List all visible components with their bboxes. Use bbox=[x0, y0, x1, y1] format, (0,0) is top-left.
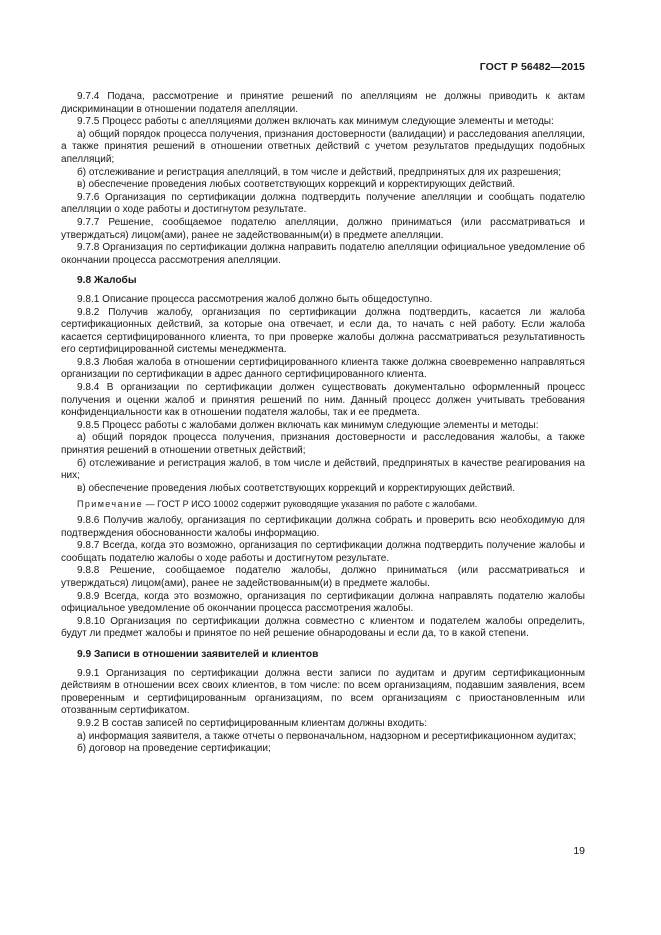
list-item-9-9-2-b: б) договор на проведение сертификации; bbox=[77, 743, 271, 755]
list-item-9-7-5-a: а) общий порядок процесса получения, признания достоверности (валидации) и расследования апелляции, а также принятия решений в отношении ответных действий с учетом результатов предыдущих подобных апелляций; bbox=[61, 128, 585, 165]
paragraph-9-8-10: 9.8.10 Организация по сертификации должна совместно с клиентом и подателем жалобы определить, будут ли предмет жалобы и принятое по ней решение обнародованы и если да, то в какой степени. bbox=[61, 615, 585, 640]
section-heading-9-9: 9.9 Записи в отношении заявителей и клиентов bbox=[77, 648, 319, 660]
paragraph-9-8-9: 9.8.9 Всегда, когда это возможно, организация по сертификации должна направлять подателю жалобы официальное уведомление об окончании процесса рассмотрения жалобы. bbox=[61, 590, 585, 615]
paragraph-9-7-7: 9.7.7 Решение, сообщаемое подателю апелляции, должно приниматься (или рассматриваться и утверждаться) лицом(ами), ранее не задействованным(и) в предмете апелляции. bbox=[61, 216, 585, 241]
note-label: Примечание bbox=[77, 499, 144, 510]
paragraph-9-7-4: 9.7.4 Подача, рассмотрение и принятие решений по апелляциям не должны приводить к актам дискриминации в отношении подателя апелляции. bbox=[61, 91, 585, 115]
page-number: 19 bbox=[573, 845, 585, 857]
paragraph-9-8-3: 9.8.3 Любая жалоба в отношении сертифицированного клиента также должна своевременно направляться организации по сертификации в адрес данного сертифицированного клиента. bbox=[61, 356, 585, 381]
list-item-9-8-5-c: в) обеспечение проведения любых соответствующих коррекций и корректирующих действий. bbox=[77, 482, 516, 494]
paragraph-9-7-6: 9.7.6 Организация по сертификации должна подтвердить получение апелляции и сообщать подателю апелляции о ходе работы и достигнутом результате. bbox=[61, 191, 585, 216]
list-item-9-8-5-a: а) общий порядок процесса получения, признания достоверности и расследования жалобы, а также принятия решений в отношении ответных действий; bbox=[61, 432, 585, 457]
note-text: — ГОСТ Р ИСО 10002 содержит руководящие указания по работе с жалобами. bbox=[143, 499, 478, 510]
paragraph-9-8-2: 9.8.2 Получив жалобу, организация по сертификации должна подтвердить, касается ли жалоба сертификационных действий, за которые она отвечает, и если да, то начать с ней работу. Если жалоба касается сертифицированного клиента, то при проверке жалобы должна рассматриваться результативность его сертифицированной системы менеджмента. bbox=[61, 306, 585, 356]
list-item-9-7-5-c: в) обеспечение проведения любых соответствующих коррекций и корректирующих действий. bbox=[77, 179, 516, 191]
paragraph-9-8-5: 9.8.5 Процесс работы с жалобами должен включать как минимум следующие элементы и методы: bbox=[77, 419, 539, 431]
document-code-header: ГОСТ Р 56482—2015 bbox=[479, 61, 585, 73]
paragraph-9-8-7: 9.8.7 Всегда, когда это возможно, организация по сертификации должна подтвердить получение жалобы и сообщать подателю жалобы о ходе работы и достигнутом результате. bbox=[61, 540, 585, 564]
paragraph-9-7-8: 9.7.8 Организация по сертификации должна направить подателю апелляции официальное уведомление об окончании процесса рассмотрения апелляции. bbox=[61, 242, 585, 266]
paragraph-9-8-6: 9.8.6 Получив жалобу, организация по сертификации должна собрать и проверить всю необходимую для подтверждения обоснованности жалобы информацию. bbox=[61, 515, 585, 539]
paragraph-9-8-4: 9.8.4 В организации по сертификации должен существовать документально оформленный процесс получения и оценки жалоб и принятия решений по ним. Данный процесс должен учитывать требования конфиденциальности как в отношении подателя жалобы, так и ее предмета. bbox=[61, 382, 585, 419]
list-item-9-9-2-a: а) информация заявителя, а также отчеты о первоначальном, надзорном и ресертификационном аудитах; bbox=[77, 730, 577, 742]
list-item-9-7-5-b: б) отслеживание и регистрация апелляций, в том числе и действий, предпринятых для их разрешения; bbox=[77, 166, 562, 178]
section-heading-9-8: 9.8 Жалобы bbox=[77, 275, 137, 287]
paragraph-9-8-8: 9.8.8 Решение, сообщаемое подателю жалобы, должно приниматься (или рассматриваться и утверждаться) лицом(ами), ранее не задействованным(и) в предмете жалобы. bbox=[61, 565, 585, 589]
list-item-9-8-5-b: б) отслеживание и регистрация жалоб, в том числе и действий, предпринятых в качестве реагирования на них; bbox=[61, 457, 585, 482]
paragraph-9-9-1: 9.9.1 Организация по сертификации должна вести записи по аудитам и другим сертификационным действиям в отношении всех своих клиентов, в том числе: по всем организациям, подавшим заявления, всем проверенным и сертифицированным организациям, по всем организациям с приостановленным или отозванным сертификатом. bbox=[61, 667, 585, 717]
paragraph-9-7-5: 9.7.5 Процесс работы с апелляциями должен включать как минимум следующие элементы и методы: bbox=[77, 116, 554, 128]
note bbox=[61, 498, 585, 511]
paragraph-9-9-2: 9.9.2 В состав записей по сертифицированным клиентам должны входить: bbox=[77, 717, 428, 729]
paragraph-9-8-1: 9.8.1 Описание процесса рассмотрения жалоб должно быть общедоступно. bbox=[77, 293, 433, 305]
page-body bbox=[61, 91, 585, 756]
